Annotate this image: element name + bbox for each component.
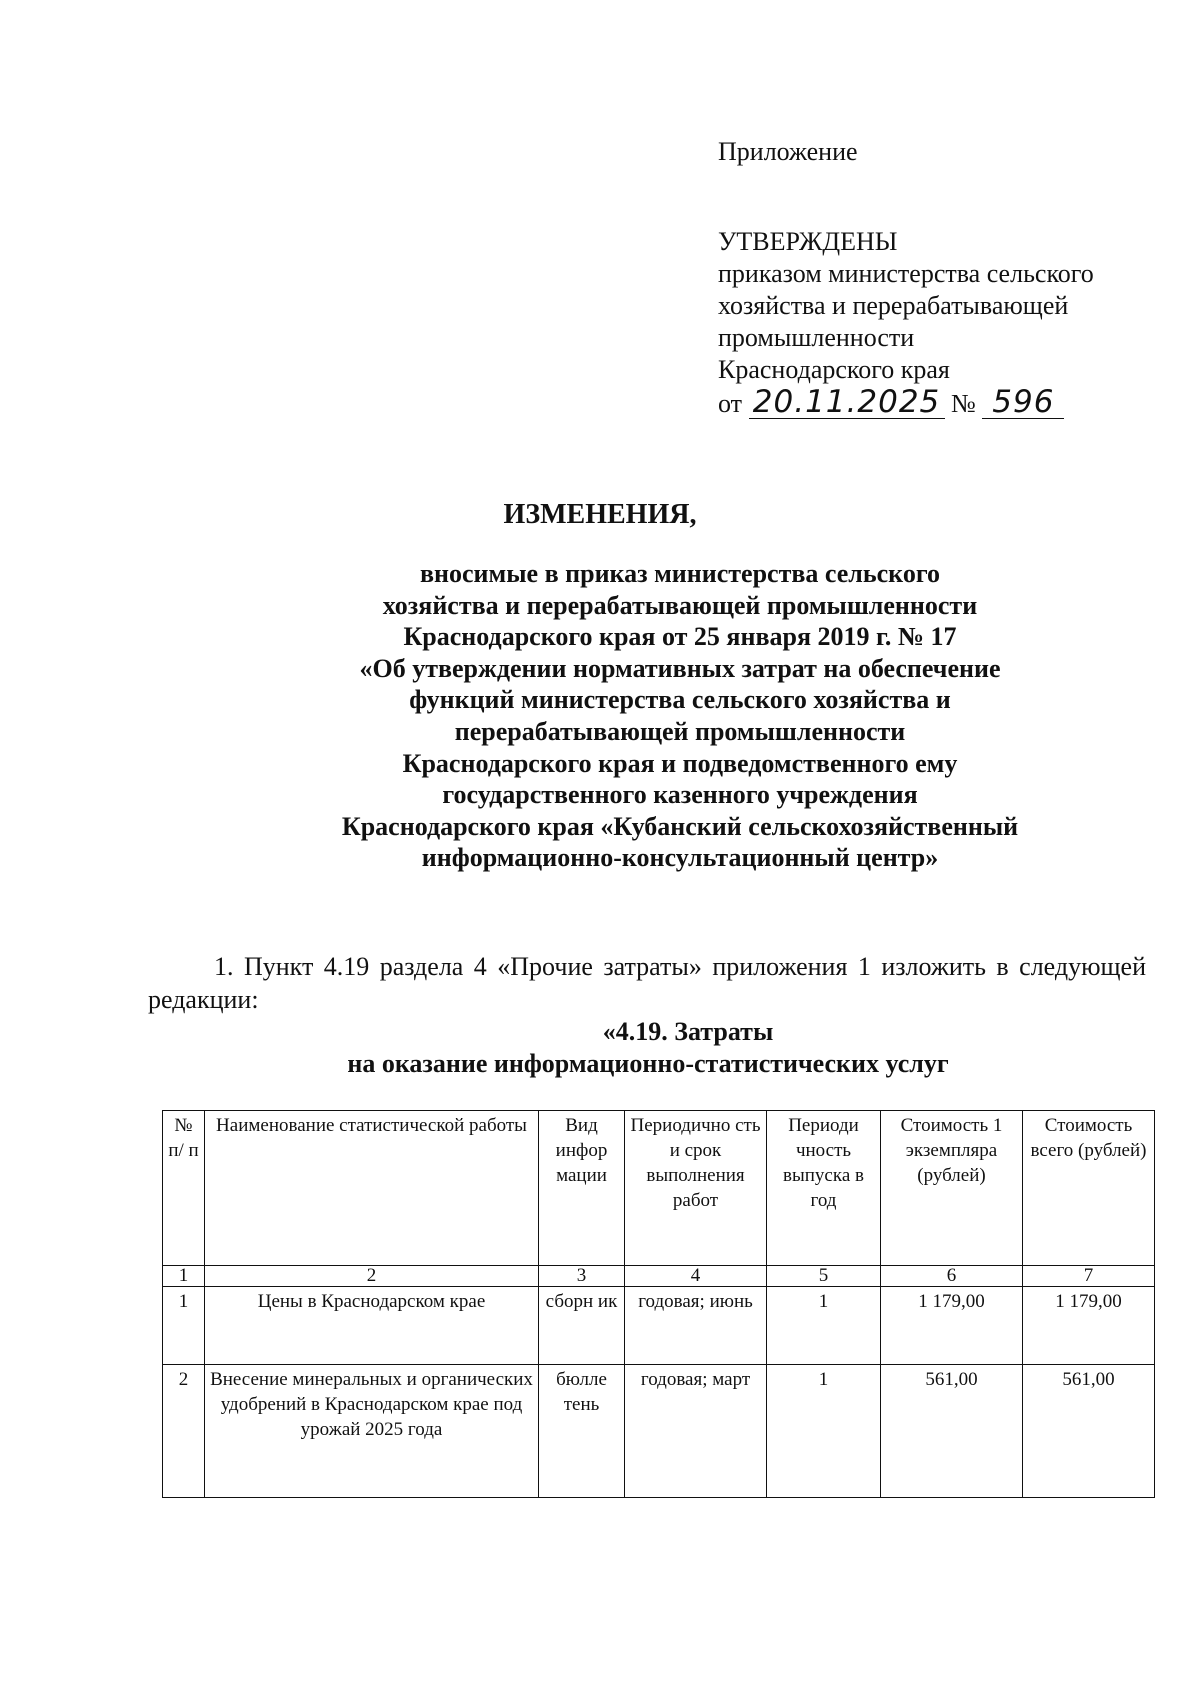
unit-cost-cell: 561,00 [881, 1365, 1023, 1498]
column-number: 1 [163, 1266, 205, 1287]
date-prefix: от [718, 389, 743, 418]
issues-per-year-cell: 1 [767, 1287, 881, 1365]
info-type-cell: сборн ик [539, 1287, 625, 1365]
column-number: 5 [767, 1266, 881, 1287]
table-row [163, 1365, 1155, 1498]
header-cell-info-type: Вид инфор мации [539, 1111, 625, 1266]
subtitle-line: вносимые в приказ министерства сельского [420, 559, 940, 588]
total-cost-cell: 1 179,00 [1023, 1287, 1155, 1365]
header-cell-periodicity: Периодично сть и срок выполнения работ [625, 1111, 767, 1266]
section-heading [148, 1016, 1148, 1080]
costs-table [162, 1110, 1155, 1498]
table-row [163, 1287, 1155, 1365]
header-cell-unit-cost: Стоимость 1 экземпляра (рублей) [881, 1111, 1023, 1266]
order-date-number-line [718, 386, 1158, 420]
work-name-cell: Внесение минеральных и органических удобрений в Краснодарском крае под урожай 2025 года [205, 1365, 539, 1498]
subtitle-line: Краснодарского края от 25 января 2019 г. № 17 [403, 622, 957, 652]
work-name-cell: Цены в Краснодарском крае [205, 1287, 539, 1365]
header-cell-number: № п/ п [163, 1111, 205, 1266]
issues-per-year-cell: 1 [767, 1365, 881, 1498]
handwritten-date: 20.11.2025 [749, 386, 945, 419]
approved-label: УТВЕРЖДЕНЫ [718, 227, 898, 256]
table-header-row [163, 1111, 1155, 1266]
section-heading-number: «4.19. Затраты [602, 1017, 774, 1046]
paragraph-1: 1. Пункт 4.19 раздела 4 «Прочие затраты» приложения 1 изложить в следующей редакции: [148, 952, 1146, 1014]
section-heading-text: на оказание информационно-статистических услуг [347, 1049, 949, 1078]
total-cost-cell: 561,00 [1023, 1365, 1155, 1498]
document-title: ИЗМЕНЕНИЯ, [503, 499, 697, 530]
row-number-cell: 2 [163, 1365, 205, 1498]
column-number: 4 [625, 1266, 767, 1287]
column-number: 6 [881, 1266, 1023, 1287]
appendix-label: Приложение [718, 137, 858, 166]
handwritten-number: 596 [982, 386, 1064, 419]
subtitle-line: информационно-консультационный центр» [421, 843, 939, 873]
subtitle-line: функций министерства сельского хозяйства и [409, 685, 951, 715]
approval-block [718, 136, 1158, 420]
periodicity-cell: годовая; март [625, 1365, 767, 1498]
column-number: 7 [1023, 1266, 1155, 1287]
document-subtitle [180, 558, 1180, 874]
approved-by-line: приказом министерства сельского [718, 259, 1094, 288]
number-prefix: № [951, 389, 976, 418]
subtitle-line: хозяйства и перерабатывающей промышленности [382, 590, 978, 620]
periodicity-cell: годовая; июнь [625, 1287, 767, 1365]
header-cell-total-cost: Стоимость всего (рублей) [1023, 1111, 1155, 1266]
approved-by-line: хозяйства и перерабатывающей [718, 291, 1069, 320]
subtitle-line: Краснодарского края «Кубанский сельскохозяйственный [341, 811, 1019, 841]
column-number: 3 [539, 1266, 625, 1287]
approved-by-line: Краснодарского края [718, 355, 950, 384]
subtitle-line: государственного казенного учреждения [442, 780, 918, 810]
approved-by-line: промышленности [718, 323, 915, 352]
subtitle-line: Краснодарского края и подведомственного ему [402, 748, 958, 778]
unit-cost-cell: 1 179,00 [881, 1287, 1023, 1365]
info-type-cell: бюлле тень [539, 1365, 625, 1498]
header-cell-name: Наименование статистической работы [205, 1111, 539, 1266]
column-number-row [163, 1266, 1155, 1287]
header-cell-issues-per-year: Периоди чность выпуска в год [767, 1111, 881, 1266]
subtitle-line: перерабатывающей промышленности [454, 716, 906, 746]
row-number-cell: 1 [163, 1287, 205, 1365]
subtitle-line: «Об утверждении нормативных затрат на обеспечение [359, 653, 1001, 683]
column-number: 2 [205, 1266, 539, 1287]
